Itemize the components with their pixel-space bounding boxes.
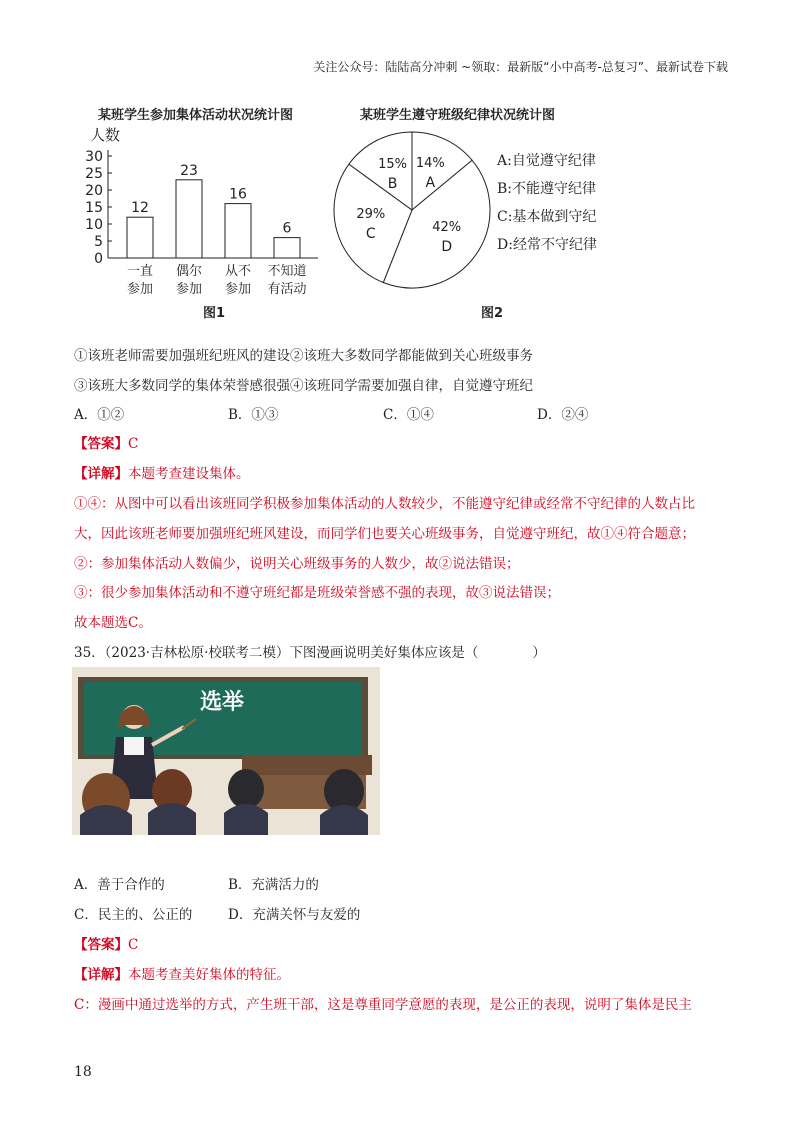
q34-answer-tag: 【答案】 — [74, 436, 128, 452]
q35-detail-text: 本题考查美好集体的特征。 — [128, 967, 290, 983]
pie-chart-title: 某班学生遵守班级纪律状况统计图 — [360, 108, 556, 123]
x-category-label: 参加 — [175, 282, 203, 297]
y-tick-label: 25 — [85, 166, 103, 182]
pie-slice-percent: 29% — [356, 206, 386, 222]
pie-slice-percent: 42% — [432, 220, 462, 236]
q34-option-a: A．①② — [74, 407, 125, 423]
figure-1-label: 图1 — [203, 306, 226, 321]
q35-answer-tag: 【答案】 — [74, 937, 128, 953]
x-category-label: 有活动 — [267, 282, 307, 297]
pie-slice-letter: A — [425, 175, 436, 192]
x-category-label: 偶尔 — [175, 264, 203, 279]
q34-explanation-4: ③：很少参加集体活动和不遵守班纪都是班级荣誉感不强的表现，故③说法错误； — [74, 585, 560, 601]
figure-2-label: 图2 — [481, 306, 504, 321]
bar-value-label: 23 — [180, 162, 198, 179]
q35-answer — [74, 933, 138, 953]
bar — [127, 217, 153, 258]
x-category-label: 参加 — [224, 282, 252, 297]
pie-legend-b: B:不能遵守纪律 — [497, 181, 597, 197]
pie-legend-a: A:自觉遵守纪律 — [497, 153, 596, 169]
page-number: 18 — [74, 1064, 92, 1080]
bar — [176, 180, 202, 258]
bar-chart — [70, 122, 330, 302]
pie-slice-letter: C — [365, 225, 376, 242]
board-text: 选举 — [200, 690, 245, 715]
q35-option-d: D．充满关怀与友爱的 — [228, 907, 361, 923]
bar-chart-title: 某班学生参加集体活动状况统计图 — [98, 108, 294, 123]
pie-legend-c: C:基本做到守纪 — [497, 209, 597, 225]
x-category-label: 参加 — [126, 282, 154, 297]
y-tick-label: 20 — [85, 183, 103, 199]
pie-legend-d: D:经常不守纪律 — [497, 237, 597, 253]
q34-option-b: B．①③ — [228, 407, 279, 423]
page-header: 关注公众号：陆陆高分冲刺 ~领取：最新版“小中高考-总复习”、最新试卷下载 — [313, 60, 728, 74]
q34-statement-1: ①该班老师需要加强班纪班风的建设②该班大多数同学都能做到关心班级事务 — [74, 348, 533, 364]
y-axis-label: 人数 — [90, 126, 121, 144]
bar — [225, 204, 251, 258]
q35-detail — [74, 963, 290, 983]
q34-option-c: C．①④ — [383, 407, 434, 423]
bar-value-label: 6 — [282, 220, 292, 237]
q35-option-c: C．民主的、公正的 — [74, 907, 193, 923]
q35-stem: 35．（2023·吉林松原·校联考二模）下图漫画说明美好集体应该是（ ） — [74, 645, 546, 661]
bar-value-label: 12 — [131, 200, 149, 217]
election-cartoon — [72, 667, 380, 835]
q35-explanation-1: C：漫画中通过选举的方式，产生班干部，这是尊重同学意愿的表现，是公正的表现，说明了集体是民主 — [74, 997, 692, 1013]
pie-slice-letter: D — [441, 239, 453, 256]
pie-slice-letter: B — [387, 175, 398, 192]
q34-detail-text: 本题考查建设集体。 — [128, 466, 250, 482]
y-tick-label: 15 — [85, 200, 103, 216]
y-tick-label: 5 — [94, 234, 103, 250]
pie-chart — [330, 128, 495, 293]
y-tick-label: 0 — [94, 251, 103, 267]
q34-detail-tag: 【详解】 — [74, 466, 128, 482]
q34-answer-value: C — [128, 436, 139, 452]
pie-slice-percent: 15% — [378, 156, 407, 172]
y-tick-label: 10 — [85, 217, 103, 233]
q34-detail — [74, 462, 250, 482]
q35-answer-value: C — [128, 937, 139, 953]
bar-value-label: 16 — [229, 186, 247, 203]
q35-option-a: A．善于合作的 — [74, 877, 165, 893]
x-category-label: 从不 — [224, 264, 252, 279]
q34-explanation-2: 大，因此该班老师要加强班纪班风建设，而同学们也要关心班级事务，自觉遵守班纪，故①④符合题意； — [74, 526, 695, 542]
pie-slice-percent: 14% — [415, 156, 445, 172]
q34-explanation-3: ②：参加集体活动人数偏少，说明关心班级事务的人数少，故②说法错误； — [74, 556, 520, 572]
q35-option-b: B．充满活力的 — [228, 877, 319, 893]
q34-explanation-1: ①④：从图中可以看出该班同学积极参加集体活动的人数较少，不能遵守纪律或经常不守纪律的人数占比 — [74, 496, 695, 512]
q34-explanation-5: 故本题选C。 — [74, 615, 152, 631]
x-category-label: 不知道 — [267, 264, 307, 279]
q34-option-d: D．②④ — [537, 407, 589, 423]
q34-answer — [74, 432, 138, 452]
q34-statement-2: ③该班大多数同学的集体荣誉感很强④该班同学需要加强自律，自觉遵守班纪 — [74, 378, 533, 394]
bar — [274, 238, 300, 258]
x-category-label: 一直 — [126, 264, 154, 279]
y-tick-label: 30 — [85, 149, 103, 165]
q35-detail-tag: 【详解】 — [74, 967, 128, 983]
